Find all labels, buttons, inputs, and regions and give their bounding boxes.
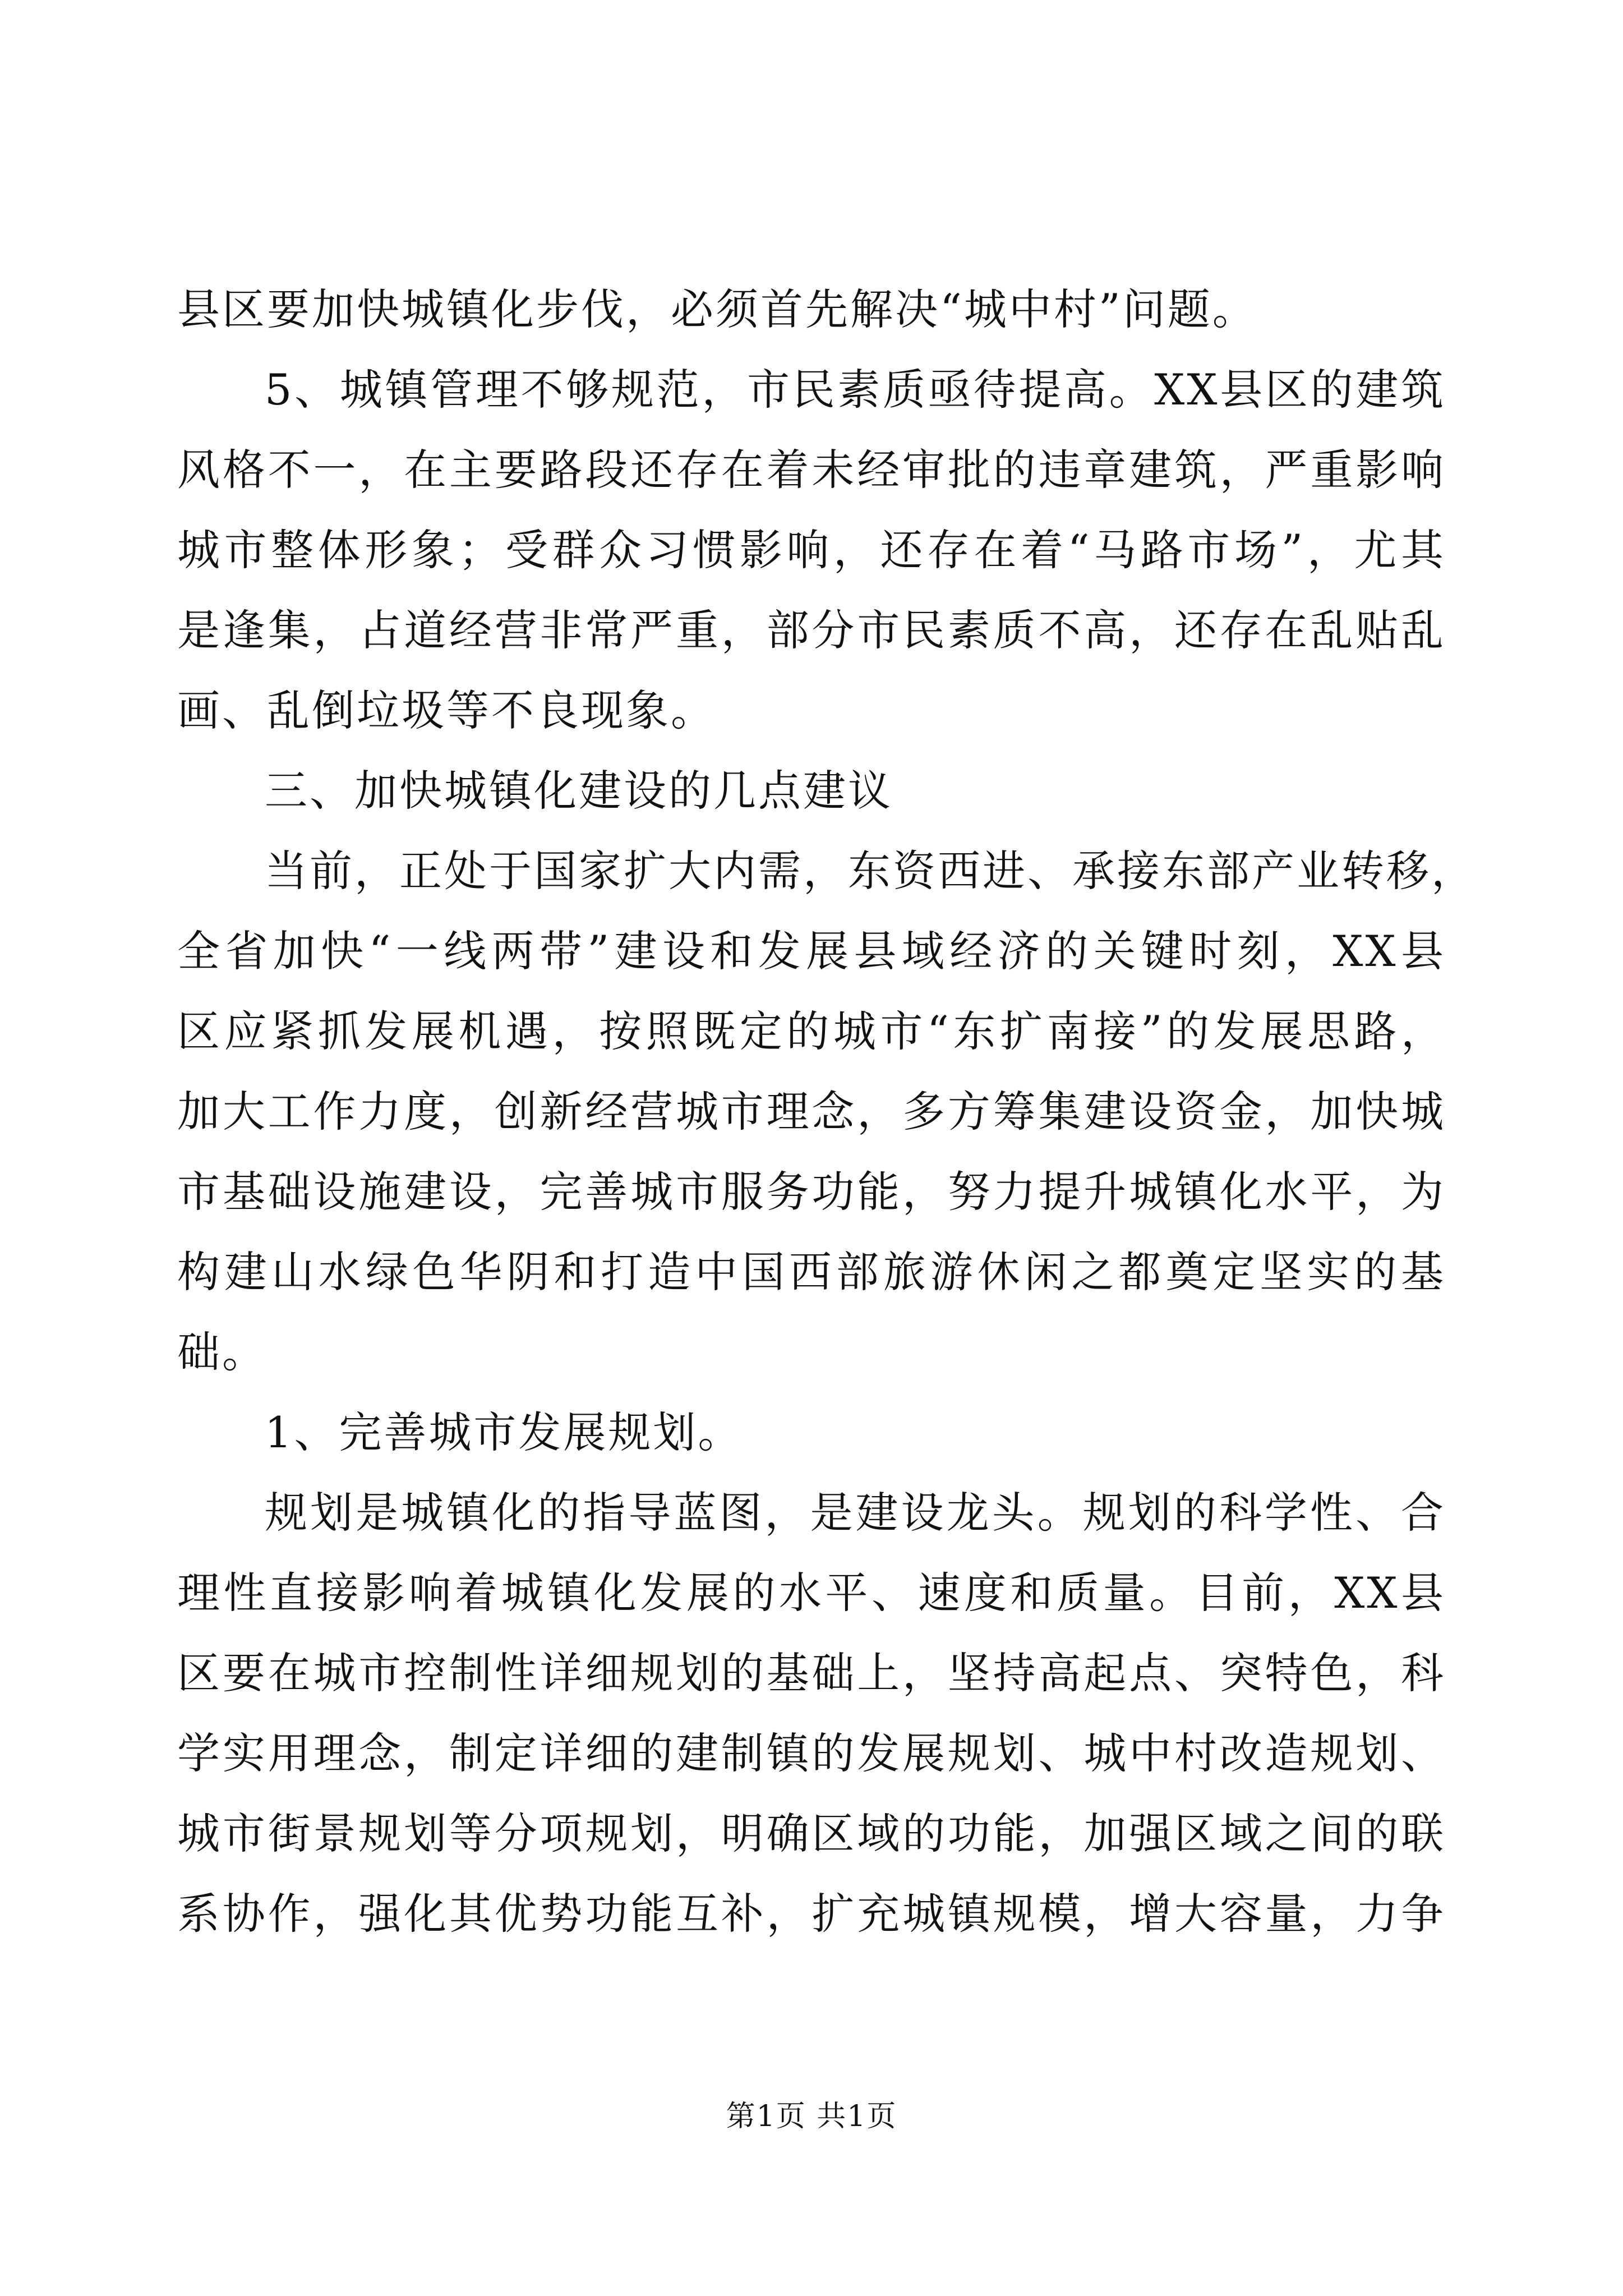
text-line-9: 全省加快“一线两带”建设和发展县域经济的关键时刻，XX县 bbox=[177, 926, 1446, 976]
subheading-1: 1、完善城市发展规划。 bbox=[265, 1407, 743, 1457]
text-line-6: 画、乱倒垃圾等不良现象。 bbox=[177, 685, 716, 735]
text-line-17: 理性直接影响着城镇化发展的水平、速度和质量。目前，XX县 bbox=[177, 1568, 1446, 1618]
body-text bbox=[177, 269, 1476, 1954]
text-line-19: 学实用理念，制定详细的建制镇的发展规划、城中村改造规划、 bbox=[177, 1728, 1446, 1778]
text-line-20: 城市街景规划等分项规划，明确区域的功能，加强区域之间的联 bbox=[177, 1809, 1446, 1858]
text-line-14: 础。 bbox=[177, 1327, 267, 1377]
text-line-21: 系协作，强化其优势功能互补，扩充城镇规模，增大容量，力争 bbox=[177, 1889, 1446, 1939]
text-line-11: 加大工作力度，创新经营城市理念，多方筹集建设资金，加快城 bbox=[177, 1087, 1446, 1137]
text-line-4: 城市整体形象；受群众习惯影响，还存在着“马路市场”，尤其 bbox=[177, 525, 1446, 575]
text-line-10: 区应紧抓发展机遇，按照既定的城市“东扩南接”的发展思路， bbox=[177, 1006, 1446, 1056]
text-line-3: 风格不一，在主要路段还存在着未经审批的违章建筑，严重影响 bbox=[177, 445, 1446, 495]
text-line-2: 5、城镇管理不够规范，市民素质亟待提高。XX县区的建筑 bbox=[265, 365, 1446, 415]
section-heading: 三、加快城镇化建设的几点建议 bbox=[265, 766, 893, 816]
text-line-13: 构建山水绿色华阴和打造中国西部旅游休闲之都奠定坚实的基 bbox=[177, 1247, 1446, 1297]
text-line-18: 区要在城市控制性详细规划的基础上，坚持高起点、突特色，科 bbox=[177, 1648, 1446, 1698]
text-line-16: 规划是城镇化的指导蓝图，是建设龙头。规划的科学性、合 bbox=[265, 1488, 1446, 1538]
text-line-5: 是逢集，占道经营非常严重，部分市民素质不高，还存在乱贴乱 bbox=[177, 605, 1446, 655]
text-line-1: 县区要加快城镇化步伐，必须首先解决“城中村”问题。 bbox=[177, 284, 1257, 334]
page-footer: 第1页 共1页 bbox=[726, 2100, 897, 2133]
text-line-12: 市基础设施建设，完善城市服务功能，努力提升城镇化水平，为 bbox=[177, 1167, 1446, 1217]
text-line-8: 当前，正处于国家扩大内需，东资西进、承接东部产业转移， bbox=[265, 846, 1476, 896]
